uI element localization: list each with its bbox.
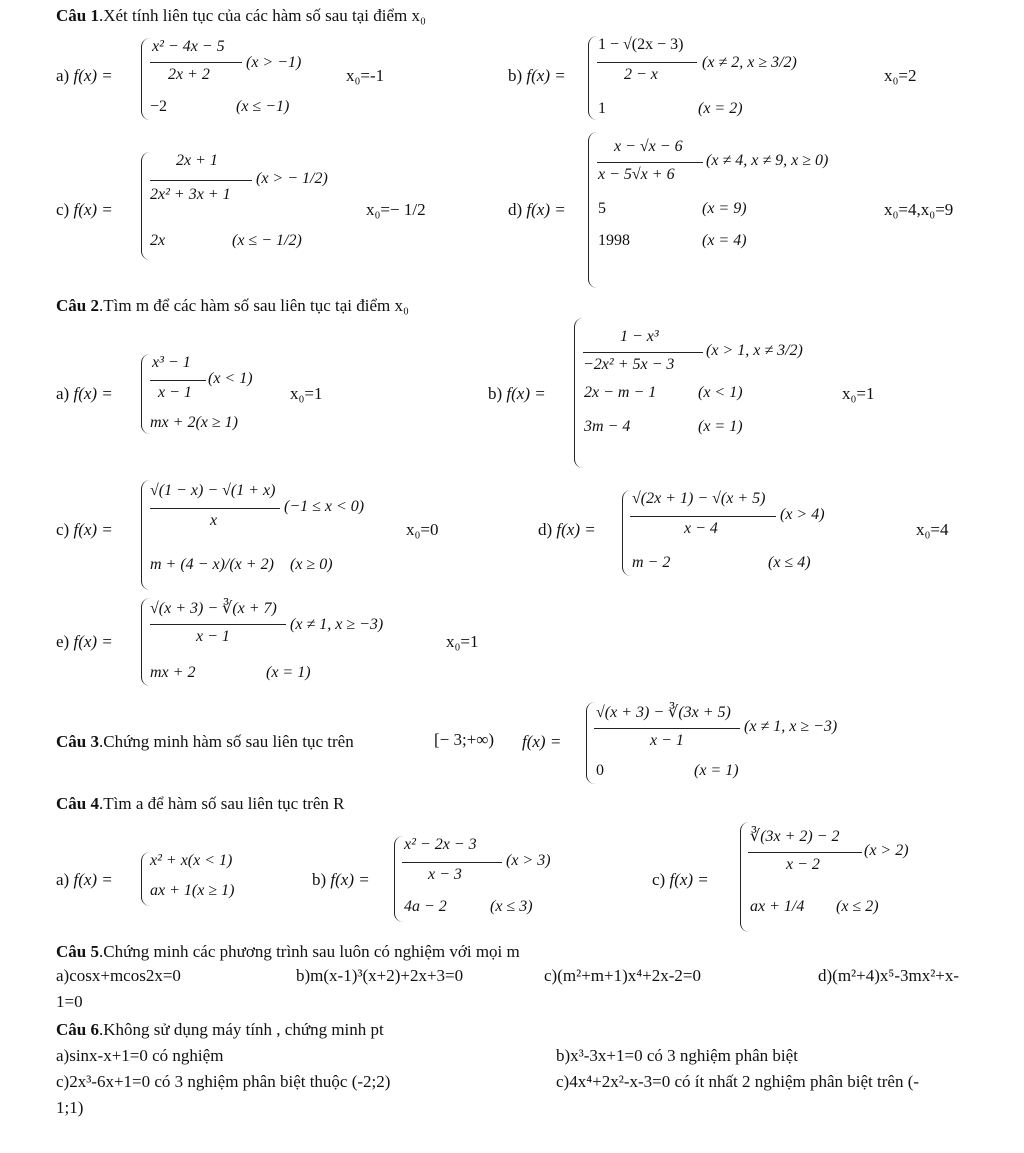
q6-c: c)2x³-6x+1=0 có 3 nghiệm phân biệt thuộc (-2;2) xyxy=(56,1072,391,1091)
q6-a: a)sinx-x+1=0 có nghiệm xyxy=(56,1046,224,1065)
q4b-cond1: (x > 3) xyxy=(506,852,551,869)
q2d-cond2: (x ≤ 4) xyxy=(768,554,811,571)
q6-d-cont: 1;1) xyxy=(56,1098,84,1117)
q6-d: c)4x⁴+2x²-x-3=0 có ít nhất 2 nghiệm phân biệt trên (- xyxy=(556,1072,920,1091)
q2e-row2: mx + 2 xyxy=(150,664,196,681)
q2b-cond2: (x < 1) xyxy=(698,384,743,401)
q1d-brace xyxy=(588,132,597,288)
q1a-row2: −2 xyxy=(150,98,168,115)
q4b-label: b) f(x) = xyxy=(312,870,370,889)
q4c-denominator: x − 2 xyxy=(786,856,820,873)
q1c-row2: 2x xyxy=(150,232,166,249)
q1b-denominator: 2 − x xyxy=(624,66,658,83)
q2a-brace xyxy=(141,354,150,434)
q4a-label: a) f(x) = xyxy=(56,870,113,889)
q1b-cond1: (x ≠ 2, x ≥ 3/2) xyxy=(702,54,797,71)
q2b-x0: x₀=1 xyxy=(842,384,875,403)
q4c-cond1: (x > 2) xyxy=(864,842,909,859)
q2a-cond1: (x < 1) xyxy=(208,370,253,387)
q1c-label: c) f(x) = xyxy=(56,200,113,219)
q2e-fraction-bar xyxy=(150,624,286,625)
q1c-brace xyxy=(141,152,150,260)
q1d-x0: x₀=4,x₀=9 xyxy=(884,200,954,219)
q1a-fraction-bar xyxy=(150,62,242,63)
q2c-row2: m + (4 − x)/(x + 2) xyxy=(150,556,274,573)
q1b-label: b) f(x) = xyxy=(508,66,566,85)
q2a-denominator: x − 1 xyxy=(158,384,192,401)
q4c-numerator: ∛(3x + 2) − 2 xyxy=(750,828,840,845)
q2a-label: a) f(x) = xyxy=(56,384,113,403)
q3-heading: Câu 3.Chứng minh hàm số sau liên tục trên xyxy=(56,732,354,751)
q1c-cond2: (x ≤ − 1/2) xyxy=(232,232,302,249)
q2c-x0: x₀=0 xyxy=(406,520,439,539)
q1b-brace xyxy=(588,36,597,120)
q1c-fraction-bar xyxy=(150,180,252,181)
q2c-label: c) f(x) = xyxy=(56,520,113,539)
q5-a: a)cosx+mcos2x=0 xyxy=(56,966,181,985)
q1a-numerator: x² − 4x − 5 xyxy=(152,38,225,55)
q2d-row2: m − 2 xyxy=(632,554,671,571)
q1b-x0: x₀=2 xyxy=(884,66,917,85)
q2d-cond1: (x > 4) xyxy=(780,506,825,523)
q2b-denominator: −2x² + 5x − 3 xyxy=(583,356,675,373)
q1c-denominator: 2x² + 3x + 1 xyxy=(150,186,231,203)
q2d-fraction-bar xyxy=(630,516,776,517)
q4b-fraction-bar xyxy=(402,862,502,863)
q1a-denominator: 2x + 2 xyxy=(168,66,210,83)
q1b-fraction-bar xyxy=(597,62,697,63)
q2d-denominator: x − 4 xyxy=(684,520,718,537)
q4a-row2: ax + 1(x ≥ 1) xyxy=(150,882,235,899)
q4b-brace xyxy=(394,836,403,922)
q1d-cond3: (x = 4) xyxy=(702,232,747,249)
q2b-cond1: (x > 1, x ≠ 3/2) xyxy=(706,342,803,359)
q1d-row2: 5 xyxy=(598,200,606,217)
q2-heading: Câu 2.Tìm m để các hàm số sau liên tục tại điểm x₀ xyxy=(56,296,409,315)
q2c-cond2: (x ≥ 0) xyxy=(290,556,333,573)
q1b-row2: 1 xyxy=(598,100,606,117)
q2d-numerator: √(2x + 1) − √(x + 5) xyxy=(632,490,766,507)
q1d-denominator: x − 5√x + 6 xyxy=(598,166,675,183)
q1c-numerator: 2x + 1 xyxy=(176,152,218,169)
q1d-cond2: (x = 9) xyxy=(702,200,747,217)
q4b-denominator: x − 3 xyxy=(428,866,462,883)
q1a-brace xyxy=(141,38,150,120)
q2c-brace xyxy=(141,480,150,590)
q1c-cond1: (x > − 1/2) xyxy=(256,170,328,187)
q2e-brace xyxy=(141,598,150,686)
q1d-label: d) f(x) = xyxy=(508,200,566,219)
q2a-numerator: x³ − 1 xyxy=(152,354,191,371)
q2c-fraction-bar xyxy=(150,508,280,509)
q2c-numerator: √(1 − x) − √(1 + x) xyxy=(150,482,276,499)
q3-row2: 0 xyxy=(596,762,604,779)
q3-interval: [− 3;+∞) xyxy=(434,730,495,749)
q6-b: b)x³-3x+1=0 có 3 nghiệm phân biệt xyxy=(556,1046,798,1065)
q4b-cond2: (x ≤ 3) xyxy=(490,898,533,915)
q2a-row2: mx + 2(x ≥ 1) xyxy=(150,414,238,431)
q4c-row2: ax + 1/4 xyxy=(750,898,805,915)
q5-c: c)(m²+m+1)x⁴+2x-2=0 xyxy=(544,966,702,985)
q2e-x0: x₀=1 xyxy=(446,632,479,651)
q3-brace xyxy=(586,702,595,784)
q2c-denominator: x xyxy=(210,512,218,529)
q4a-row1: x² + x(x < 1) xyxy=(150,852,233,869)
q3-fx: f(x) = xyxy=(522,732,562,751)
q5-b: b)m(x-1)³(x+2)+2x+3=0 xyxy=(296,966,464,985)
q2a-x0: x₀=1 xyxy=(290,384,323,403)
q1a-label: a) f(x) = xyxy=(56,66,113,85)
q4a-brace xyxy=(141,852,150,906)
q4c-brace xyxy=(740,822,749,932)
q2e-numerator: √(x + 3) − ∛(x + 7) xyxy=(150,600,277,617)
q2b-fraction-bar xyxy=(583,352,703,353)
q1a-cond1: (x > −1) xyxy=(246,54,302,71)
q1d-cond1: (x ≠ 4, x ≠ 9, x ≥ 0) xyxy=(706,152,829,169)
q4b-numerator: x² − 2x − 3 xyxy=(404,836,477,853)
q3-denominator: x − 1 xyxy=(650,732,684,749)
q4c-label: c) f(x) = xyxy=(652,870,709,889)
q6-heading: Câu 6.Không sử dụng máy tính , chứng minh pt xyxy=(56,1020,384,1039)
q2e-denominator: x − 1 xyxy=(196,628,230,645)
q2a-fraction-bar xyxy=(150,380,206,381)
q2c-cond1: (−1 ≤ x < 0) xyxy=(284,498,365,515)
q2b-numerator: 1 − x³ xyxy=(620,328,659,345)
q1d-row3: 1998 xyxy=(598,232,630,249)
q1c-x0: x₀=− 1/2 xyxy=(366,200,426,219)
q4b-row2: 4a − 2 xyxy=(404,898,447,915)
q1a-x0: x₀=-1 xyxy=(346,66,385,85)
q4-heading: Câu 4.Tìm a để hàm số sau liên tục trên R xyxy=(56,794,345,813)
q5-heading: Câu 5.Chứng minh các phương trình sau luôn có nghiệm với mọi m xyxy=(56,942,520,961)
q1b-numerator: 1 − √(2x − 3) xyxy=(598,36,684,53)
q2b-row2: 2x − m − 1 xyxy=(584,384,657,401)
q1b-cond2: (x = 2) xyxy=(698,100,743,117)
q4c-cond2: (x ≤ 2) xyxy=(836,898,879,915)
q3-numerator: √(x + 3) − ∛(3x + 5) xyxy=(596,704,731,721)
q2b-label: b) f(x) = xyxy=(488,384,546,403)
q5-d-cont: 1=0 xyxy=(56,992,83,1011)
q1d-fraction-bar xyxy=(597,162,703,163)
q3-cond2: (x = 1) xyxy=(694,762,739,779)
q2b-brace xyxy=(574,318,583,468)
q2b-cond3: (x = 1) xyxy=(698,418,743,435)
q3-fraction-bar xyxy=(594,728,740,729)
q5-d: d)(m²+4)x⁵-3mx²+x- xyxy=(818,966,960,985)
q2b-row3: 3m − 4 xyxy=(584,418,631,435)
q2d-brace xyxy=(622,490,631,576)
q2e-label: e) f(x) = xyxy=(56,632,113,651)
q2e-cond2: (x = 1) xyxy=(266,664,311,681)
q1-heading: Câu 1.Xét tính liên tục của các hàm số sau tại điểm x₀ xyxy=(56,6,426,25)
q4c-fraction-bar xyxy=(748,852,862,853)
q2e-cond1: (x ≠ 1, x ≥ −3) xyxy=(290,616,384,633)
q1d-numerator: x − √x − 6 xyxy=(614,138,683,155)
q2d-label: d) f(x) = xyxy=(538,520,596,539)
q1a-cond2: (x ≤ −1) xyxy=(236,98,290,115)
q3-cond1: (x ≠ 1, x ≥ −3) xyxy=(744,718,838,735)
q2d-x0: x₀=4 xyxy=(916,520,949,539)
